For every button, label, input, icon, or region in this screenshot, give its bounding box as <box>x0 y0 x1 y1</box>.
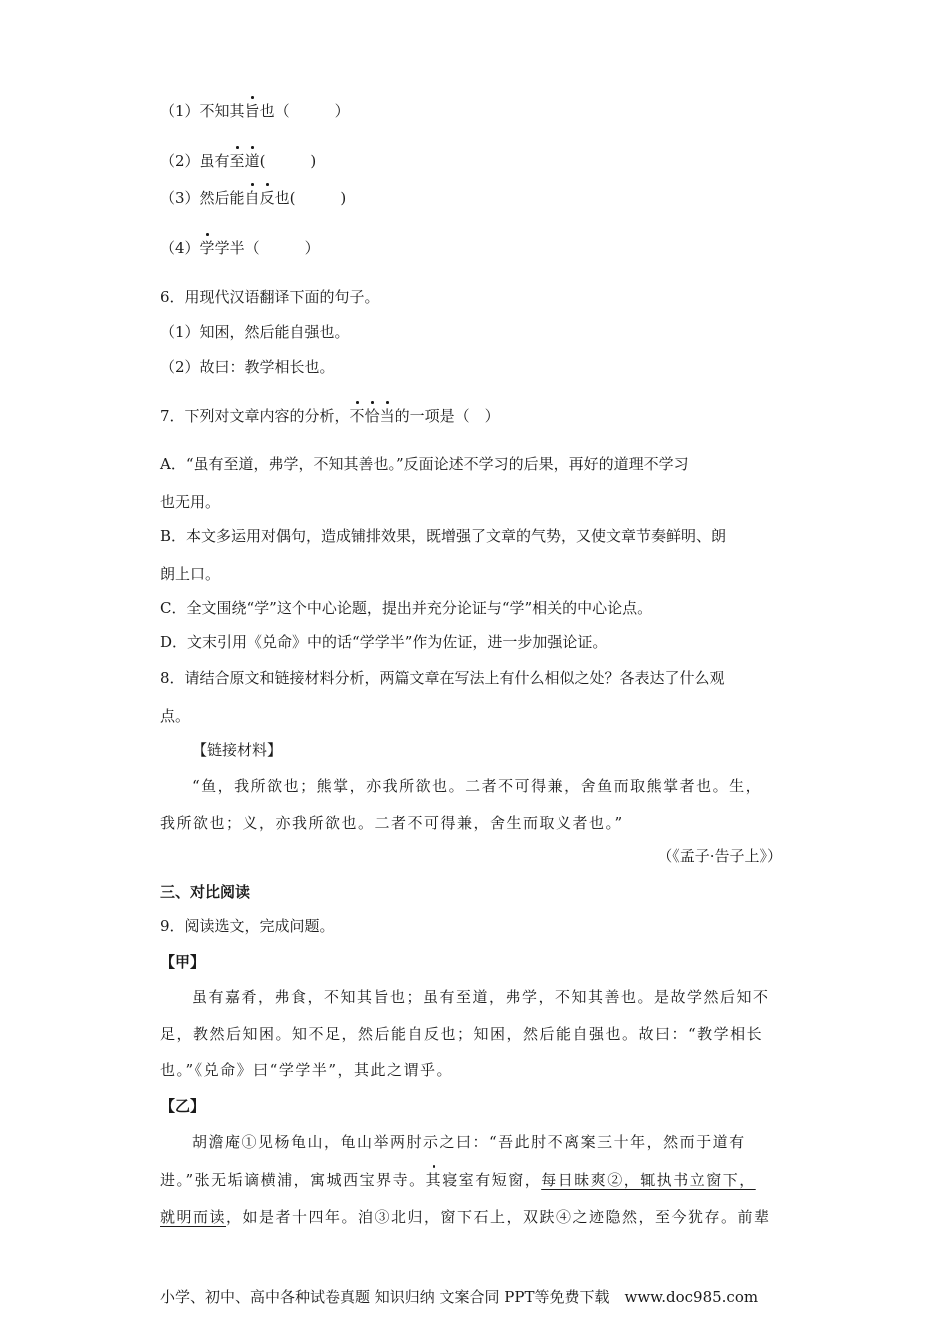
emphasis-dot-char: 自 <box>244 189 260 207</box>
q7-option-b: B．本文多运用对偶句，造成铺排效果，既增强了文章的气势，又使文章节奏鲜明、朗 <box>160 527 727 545</box>
emphasis-dot-char: 当 <box>379 407 395 425</box>
q7-stem: 7．下列对文章内容的分析，不恰当的一项是（ ） <box>160 407 500 425</box>
emphasis-dot-char: 旨 <box>244 102 260 120</box>
passage-yi-line-1: 胡澹庵①见杨龟山，龟山举两肘示之曰：“吾此肘不离案三十年，然而于道有 <box>192 1133 746 1151</box>
underlined-sentence: 就明而读 <box>160 1208 227 1226</box>
passage-yi-line-2: 进。”张无垢谪横浦，寓城西宝界寺。其寝室有短窗，每日昧爽②，辄执书立窗下， <box>160 1171 756 1189</box>
q8-stem: 8．请结合原文和链接材料分析，两篇文章在写法上有什么相似之处？各表达了什么观 <box>160 669 725 687</box>
link-material-title: 【链接材料】 <box>192 741 283 759</box>
footer-text: 小学、初中、高中各种试卷真题 知识归纳 文案合同 PPT等免费下载 www.doc985.com <box>160 1288 759 1306</box>
q6-stem: 6．用现代汉语翻译下面的句子。 <box>160 288 380 306</box>
passage-jia-label: 【甲】 <box>160 953 206 971</box>
q5-item-3: （3）然后能自反也( ) <box>160 189 347 207</box>
q6-sentence-2: （2）故曰：教学相长也。 <box>160 358 335 376</box>
section-title: 三、对比阅读 <box>160 883 251 901</box>
q5-item-2: （2）虽有至道( ) <box>160 152 317 170</box>
emphasis-dot-char: 其 <box>425 1171 443 1189</box>
emphasis-dot-char: 不 <box>349 407 365 425</box>
q7-option-a: A．“虽有至道，弗学，不知其善也。”反面论述不学习的后果，再好的道理不学习 <box>160 455 689 473</box>
passage-jia-line-1: 虽有嘉肴，弗食，不知其旨也；虽有至道，弗学，不知其善也。是故学然后知不 <box>192 988 770 1006</box>
q7-option-a-cont: 也无用。 <box>160 493 221 511</box>
underlined-sentence: 每日昧爽②，辄执书立窗下， <box>541 1171 756 1189</box>
link-material-line-1: “鱼，我所欲也；熊掌，亦我所欲也。二者不可得兼，舍鱼而取熊掌者也。生， <box>192 777 763 795</box>
emphasis-dot-char: 恰 <box>364 407 380 425</box>
passage-yi-label: 【乙】 <box>160 1097 206 1115</box>
emphasis-dot-char: 反 <box>259 189 275 207</box>
q5-item-1: （1）不知其旨也（ ） <box>160 102 350 120</box>
link-material-source: （《孟子·告子上》） <box>657 847 782 865</box>
q7-option-c: C．全文围绕“学”这个中心论题，提出并充分论证与“学”相关的中心论点。 <box>160 599 653 617</box>
q6-sentence-1: （1）知困，然后能自强也。 <box>160 323 350 341</box>
q5-item-4: （4）学学半（ ） <box>160 239 320 257</box>
emphasis-dot-char: 道 <box>244 152 260 170</box>
q7-option-d: D．文末引用《兑命》中的话“学学半”作为佐证，进一步加强论证。 <box>160 633 608 651</box>
q9-stem: 9．阅读选文，完成问题。 <box>160 917 335 935</box>
passage-yi-line-3: 就明而读，如是者十四年。洎③北归，窗下石上，双趺④之迹隐然，至今犹存。前辈 <box>160 1208 771 1226</box>
passage-jia-line-2: 足，教然后知困。知不足，然后能自反也；知困，然后能自强也。故曰：“教学相长 <box>160 1025 764 1043</box>
link-material-line-2: 我所欲也；义，亦我所欲也。二者不可得兼，舍生而取义者也。” <box>160 814 624 832</box>
q8-stem-cont: 点。 <box>160 707 191 725</box>
emphasis-dot-char: 学 <box>199 239 215 257</box>
emphasis-dot-char: 至 <box>229 152 245 170</box>
passage-jia-line-3: 也。”《兑命》曰“学学半”，其此之谓乎。 <box>160 1061 454 1079</box>
q7-option-b-cont: 朗上口。 <box>160 565 221 583</box>
